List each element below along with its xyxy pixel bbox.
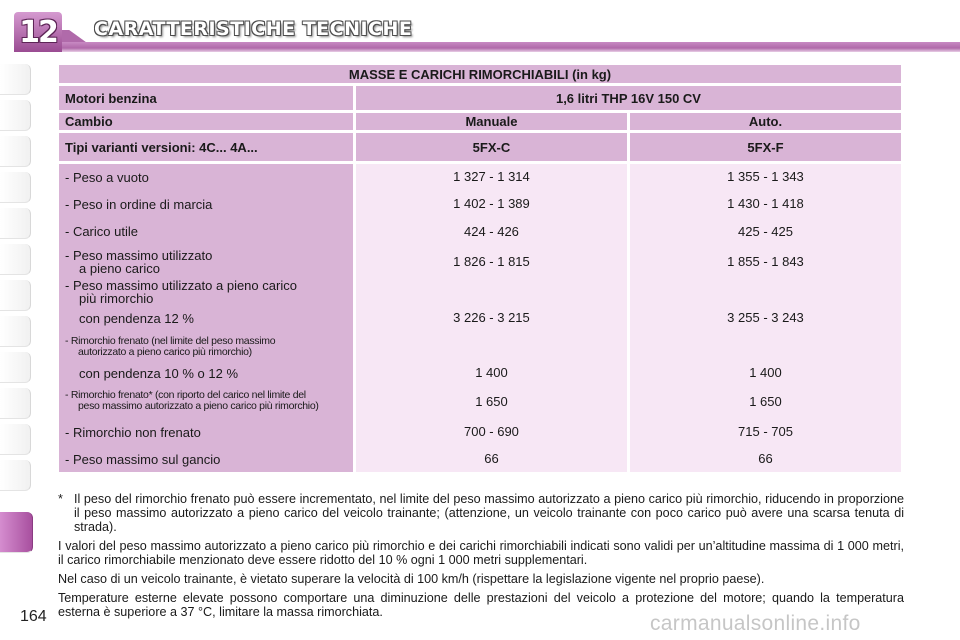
row-label: - Peso massimo sul gancio (65, 451, 221, 467)
row-labels-column (59, 164, 353, 472)
page-number: 164 (20, 608, 47, 625)
manual-value: 1 650 (475, 394, 508, 409)
manual-value: 1 400 (475, 365, 508, 380)
manual-value: 1 826 - 1 815 (453, 254, 530, 269)
chapter-number-badge: 12 (14, 12, 62, 52)
variants-label: Tipi varianti versioni: 4C... 4A... (59, 133, 353, 161)
watermark: carmanualsonline.info (650, 612, 861, 635)
chapter-tab-10 (0, 388, 31, 419)
manual-value: 424 - 426 (463, 224, 519, 239)
auto-value: 1 650 (749, 394, 782, 409)
chapter-tab-2 (0, 100, 31, 131)
row-label: - Peso a vuoto (65, 169, 149, 185)
auto-value: 1 430 - 1 418 (727, 196, 804, 211)
engine-value: 1,6 litri THP 16V 150 CV (356, 86, 901, 110)
row-label: con pendenza 10 % o 12 % (79, 365, 239, 381)
manual-value: 1 402 - 1 389 (453, 196, 530, 211)
auto-value: 3 255 - 3 243 (727, 310, 804, 325)
table-title: MASSE E CARICHI RIMORCHIABILI (in kg) (59, 65, 901, 83)
row-label-line1: - Peso massimo utilizzato a pieno carico (65, 278, 297, 293)
chapter-tab-12 (0, 460, 31, 491)
auto-value: 1 400 (749, 365, 782, 380)
footnote-marker: * (58, 492, 63, 506)
page-header (0, 0, 960, 52)
note-paragraph-speed: Nel caso di un veicolo trainante, è vietato superare la velocità di 100 km/h (rispettare la legislazione vigente nel proprio paese). (58, 572, 765, 586)
manual-value: 66 (484, 451, 499, 466)
row-label-multiline (59, 245, 353, 278)
gearbox-label: Cambio (59, 113, 353, 130)
manual-value (356, 278, 627, 306)
towing-masses-table (56, 62, 904, 475)
row-label-multiline (59, 330, 353, 360)
chapter-tab-3 (0, 136, 31, 167)
note-paragraph-temperature: Temperature esterne elevate possono comportare una diminuzione delle prestazioni del veicolo a protezione del motore; quando la temperatura esterna è superiore a 37 °C, limitare la massa rimorchiata. (58, 591, 904, 619)
chapter-tab-11 (0, 424, 31, 455)
chapter-tab-5 (0, 208, 31, 239)
variant-manual: 5FX-C (356, 133, 627, 161)
row-label-line2: autorizzato a pieno carico più rimorchio) (78, 346, 252, 358)
manual-value (356, 330, 627, 360)
row-label-line1: - Rimorchio frenato (nel limite del peso massimo (65, 335, 276, 347)
chapter-tab-1 (0, 64, 31, 95)
chapter-tab-9 (0, 352, 31, 383)
row-label-line1: - Rimorchio frenato* (con riporto del carico nel limite del (65, 389, 306, 401)
variant-auto: 5FX-F (630, 133, 901, 161)
auto-values-column (630, 164, 901, 472)
row-label: - Peso in ordine di marcia (65, 196, 213, 212)
notes-section (58, 492, 904, 624)
manual-value: 3 226 - 3 215 (453, 310, 530, 325)
chapter-tab-4 (0, 172, 31, 203)
chapter-tab-8 (0, 316, 31, 347)
manual-values-column (356, 164, 627, 472)
chapter-tab-active (0, 512, 33, 553)
gearbox-manual: Manuale (356, 113, 627, 130)
row-label-line1: - Peso massimo utilizzato (65, 248, 213, 263)
header-rule (62, 42, 960, 52)
row-label-multiline (59, 278, 353, 306)
row-label-multiline (59, 386, 353, 418)
auto-value: 425 - 425 (738, 224, 793, 239)
chapter-tabs (0, 60, 34, 560)
auto-value (630, 330, 901, 360)
chapter-tab-6 (0, 244, 31, 275)
auto-value: 66 (758, 451, 773, 466)
auto-value: 715 - 705 (738, 424, 793, 439)
footnote-text: Il peso del rimorchio frenato può essere incrementato, nel limite del peso massimo autorizzato a pieno carico più rimorchio, riducendo in proporzione il peso massimo autorizzato a pieno carico del veicolo trainante; (attenzione, un veicolo trainante con poco carico può avere una scarsa tenuta di strada). (74, 492, 904, 534)
row-label: con pendenza 12 % (79, 310, 194, 326)
gearbox-auto: Auto. (630, 113, 901, 130)
row-label: - Carico utile (65, 224, 138, 239)
manual-value: 1 327 - 1 314 (453, 169, 530, 184)
auto-value: 1 855 - 1 843 (727, 254, 804, 269)
row-label-line2: più rimorchio (79, 291, 154, 306)
auto-value: 1 355 - 1 343 (727, 169, 804, 184)
auto-value (630, 278, 901, 306)
footnote (58, 492, 904, 534)
engine-label: Motori benzina (59, 86, 353, 110)
chapter-title: CARATTERISTICHE TECNICHE (94, 18, 413, 40)
chapter-tab-7 (0, 280, 31, 311)
row-label-line2: a pieno carico (79, 261, 160, 276)
row-label: - Rimorchio non frenato (65, 424, 201, 440)
manual-value: 700 - 690 (463, 424, 519, 439)
row-label-line2: peso massimo autorizzato a pieno carico più rimorchio) (78, 400, 319, 412)
note-paragraph-altitude: I valori del peso massimo autorizzato a pieno carico più rimorchio e dei carichi rimorchiabili indicati sono validi per un’altitudine massima di 1 000 metri, il carico rimorchiabile menzionato deve essere ridotto del 10 % ogni 1 000 metri supplementari. (58, 539, 904, 567)
